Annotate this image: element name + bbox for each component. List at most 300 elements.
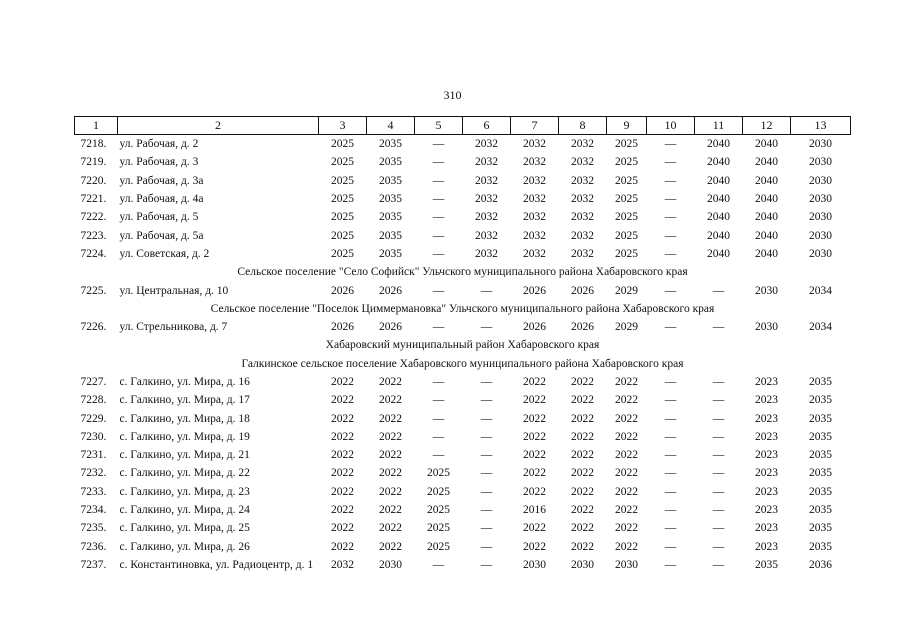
year-cell: 2030	[755, 284, 778, 297]
year-cell: 2035	[809, 376, 832, 388]
address-cell: ул. Рабочая, д. 3а	[119, 174, 204, 187]
row-number: 7235.	[80, 522, 107, 535]
table-row	[75, 519, 851, 537]
column-header: 11	[695, 117, 743, 135]
address-cell: с. Галкино, ул. Мира, д. 16	[119, 376, 250, 388]
year-cell: —	[664, 467, 677, 480]
year-cell: 2022	[331, 449, 354, 462]
row-number: 7219.	[80, 156, 107, 169]
year-cell: 2022	[615, 467, 638, 480]
year-cell: 2032	[571, 156, 594, 169]
table-row	[75, 464, 851, 482]
year-cell: —	[712, 394, 725, 407]
year-cell: 2026	[331, 321, 354, 334]
year-cell: 2022	[523, 522, 546, 535]
year-cell: 2026	[571, 321, 594, 334]
year-cell: 2032	[475, 193, 498, 206]
year-cell: 2022	[379, 485, 402, 498]
year-cell: —	[664, 522, 677, 535]
year-cell: 2040	[707, 229, 730, 242]
year-cell: 2035	[379, 138, 402, 151]
year-cell: 2023	[755, 540, 778, 553]
year-cell: 2034	[809, 284, 832, 297]
year-cell: —	[432, 449, 445, 462]
year-cell: 2022	[523, 394, 546, 407]
year-cell: 2022	[331, 522, 354, 535]
year-cell: 2022	[523, 449, 546, 462]
table-row	[75, 446, 851, 464]
year-cell: 2025	[331, 174, 354, 187]
year-cell: 2022	[571, 449, 594, 462]
year-cell: 2026	[571, 284, 594, 297]
year-cell: —	[664, 376, 677, 388]
year-cell: 2030	[571, 558, 594, 571]
year-cell: 2026	[523, 284, 546, 297]
address-cell: с. Галкино, ул. Мира, д. 17	[119, 394, 250, 407]
table-row	[75, 208, 851, 226]
column-header: 10	[647, 117, 695, 135]
address-cell: с. Галкино, ул. Мира, д. 24	[119, 504, 250, 517]
year-cell: 2040	[707, 174, 730, 187]
year-cell: 2023	[755, 522, 778, 535]
year-cell: —	[480, 540, 493, 553]
year-cell: 2022	[331, 394, 354, 407]
year-cell: 2026	[523, 321, 546, 334]
address-cell: с. Галкино, ул. Мира, д. 25	[119, 522, 250, 535]
column-header: 7	[511, 117, 559, 135]
year-cell: 2025	[615, 211, 638, 224]
year-cell: 2035	[809, 504, 832, 517]
year-cell: 2022	[615, 376, 638, 388]
year-cell: 2040	[707, 247, 730, 260]
year-cell: 2022	[379, 430, 402, 443]
year-cell: —	[664, 558, 677, 571]
year-cell: —	[664, 540, 677, 553]
year-cell: —	[480, 558, 493, 571]
year-cell: —	[432, 174, 445, 187]
year-cell: 2025	[331, 247, 354, 260]
address-cell: ул. Центральная, д. 10	[119, 284, 229, 297]
year-cell: —	[664, 321, 677, 334]
year-cell: —	[480, 430, 493, 443]
year-cell: 2023	[755, 412, 778, 425]
year-cell: 2023	[755, 467, 778, 480]
section-heading-row	[75, 300, 851, 318]
year-cell: 2023	[755, 430, 778, 443]
year-cell: —	[712, 558, 725, 571]
row-number: 7227.	[80, 376, 107, 388]
address-cell: с. Галкино, ул. Мира, д. 26	[119, 540, 250, 553]
year-cell: 2029	[615, 284, 638, 297]
table-row	[75, 135, 851, 154]
year-cell: —	[664, 156, 677, 169]
address-cell: ул. Рабочая, д. 4а	[119, 193, 204, 206]
year-cell: —	[432, 376, 445, 388]
section-heading-row	[75, 336, 851, 354]
year-cell: 2022	[379, 522, 402, 535]
year-cell: 2022	[615, 485, 638, 498]
year-cell: 2030	[809, 174, 832, 187]
data-table	[74, 116, 851, 574]
year-cell: 2022	[571, 540, 594, 553]
table-row	[75, 538, 851, 556]
year-cell: 2030	[615, 558, 638, 571]
year-cell: —	[480, 504, 493, 517]
year-cell: 2032	[571, 247, 594, 260]
year-cell: 2035	[809, 449, 832, 462]
year-cell: 2022	[331, 467, 354, 480]
year-cell: 2025	[615, 138, 638, 151]
address-cell: ул. Советская, д. 2	[119, 247, 210, 260]
table-row	[75, 281, 851, 299]
address-cell: с. Галкино, ул. Мира, д. 21	[119, 449, 250, 462]
year-cell: —	[712, 321, 725, 334]
year-cell: 2022	[571, 504, 594, 517]
year-cell: 2022	[523, 430, 546, 443]
year-cell: —	[432, 211, 445, 224]
year-cell: —	[712, 376, 725, 388]
year-cell: 2030	[523, 558, 546, 571]
year-cell: 2022	[615, 412, 638, 425]
year-cell: —	[480, 412, 493, 425]
year-cell: —	[480, 321, 493, 334]
row-number: 7236.	[80, 540, 107, 553]
table-row	[75, 501, 851, 519]
year-cell: —	[712, 540, 725, 553]
section-heading: Галкинское сельское поселение Хабаровского муниципального района Хабаровского края	[241, 357, 684, 370]
row-number: 7234.	[80, 504, 107, 517]
year-cell: 2036	[809, 558, 832, 571]
year-cell: —	[712, 485, 725, 498]
year-cell: 2034	[809, 321, 832, 334]
year-cell: 2022	[523, 485, 546, 498]
year-cell: 2040	[755, 229, 778, 242]
year-cell: 2030	[809, 193, 832, 206]
year-cell: 2022	[523, 376, 546, 388]
year-cell: 2026	[379, 321, 402, 334]
year-cell: —	[432, 156, 445, 169]
year-cell: 2022	[331, 412, 354, 425]
year-cell: 2035	[809, 485, 832, 498]
table-row	[75, 318, 851, 336]
table-row	[75, 153, 851, 171]
year-cell: 2016	[523, 504, 546, 517]
year-cell: —	[712, 449, 725, 462]
year-cell: 2022	[571, 412, 594, 425]
year-cell: 2040	[707, 193, 730, 206]
year-cell: —	[664, 138, 677, 151]
year-cell: 2022	[615, 522, 638, 535]
column-header: 8	[559, 117, 607, 135]
year-cell: —	[480, 449, 493, 462]
year-cell: 2022	[571, 467, 594, 480]
year-cell: 2022	[571, 430, 594, 443]
year-cell: 2025	[615, 193, 638, 206]
row-number: 7230.	[80, 430, 107, 443]
year-cell: 2035	[379, 193, 402, 206]
year-cell: —	[712, 504, 725, 517]
year-cell: —	[480, 284, 493, 297]
year-cell: —	[432, 247, 445, 260]
year-cell: 2022	[571, 394, 594, 407]
section-heading-row	[75, 263, 851, 281]
section-heading: Сельское поселение "Село Софийск" Ульчского муниципального района Хабаровского края	[237, 266, 688, 279]
row-number: 7223.	[80, 229, 107, 242]
year-cell: 2030	[809, 211, 832, 224]
year-cell: 2030	[809, 138, 832, 151]
year-cell: —	[664, 211, 677, 224]
year-cell: —	[480, 522, 493, 535]
year-cell: 2022	[331, 504, 354, 517]
year-cell: 2025	[331, 138, 354, 151]
year-cell: 2040	[755, 156, 778, 169]
year-cell: 2029	[615, 321, 638, 334]
row-number: 7221.	[80, 193, 107, 206]
year-cell: 2030	[755, 321, 778, 334]
year-cell: —	[664, 229, 677, 242]
address-cell: с. Галкино, ул. Мира, д. 19	[119, 430, 250, 443]
year-cell: 2022	[379, 449, 402, 462]
year-cell: 2040	[755, 138, 778, 151]
year-cell: 2022	[615, 430, 638, 443]
column-header: 3	[319, 117, 367, 135]
year-cell: 2035	[809, 394, 832, 407]
year-cell: —	[712, 412, 725, 425]
table-row	[75, 172, 851, 190]
address-cell: ул. Рабочая, д. 5а	[119, 229, 204, 242]
year-cell: 2035	[809, 412, 832, 425]
row-number: 7225.	[80, 284, 107, 297]
year-cell: —	[664, 449, 677, 462]
year-cell: 2025	[331, 211, 354, 224]
address-cell: с. Константиновка, ул. Радиоцентр, д. 1	[119, 558, 314, 571]
row-number: 7218.	[80, 138, 107, 151]
year-cell: —	[432, 193, 445, 206]
year-cell: 2032	[571, 174, 594, 187]
year-cell: 2022	[523, 540, 546, 553]
year-cell: 2023	[755, 376, 778, 388]
year-cell: —	[664, 247, 677, 260]
year-cell: —	[664, 430, 677, 443]
year-cell: —	[712, 430, 725, 443]
header-row	[75, 117, 851, 135]
year-cell: 2022	[331, 376, 354, 388]
year-cell: 2023	[755, 394, 778, 407]
year-cell: —	[664, 174, 677, 187]
year-cell: 2022	[331, 430, 354, 443]
table-body	[75, 135, 851, 575]
year-cell: 2040	[707, 211, 730, 224]
year-cell: 2040	[707, 156, 730, 169]
year-cell: 2032	[475, 174, 498, 187]
column-header: 12	[743, 117, 791, 135]
year-cell: —	[432, 229, 445, 242]
year-cell: 2022	[379, 467, 402, 480]
year-cell: 2032	[523, 138, 546, 151]
year-cell: 2022	[571, 522, 594, 535]
table-row	[75, 483, 851, 501]
table-row	[75, 226, 851, 244]
year-cell: 2032	[475, 211, 498, 224]
year-cell: 2025	[427, 504, 450, 517]
table-row	[75, 409, 851, 427]
year-cell: 2022	[571, 376, 594, 388]
year-cell: 2022	[379, 504, 402, 517]
year-cell: 2022	[523, 467, 546, 480]
column-header: 6	[463, 117, 511, 135]
year-cell: —	[712, 522, 725, 535]
year-cell: 2040	[707, 138, 730, 151]
year-cell: 2022	[615, 504, 638, 517]
table-row	[75, 190, 851, 208]
year-cell: 2025	[331, 156, 354, 169]
year-cell: —	[480, 467, 493, 480]
year-cell: 2040	[755, 211, 778, 224]
year-cell: 2022	[379, 540, 402, 553]
year-cell: 2023	[755, 449, 778, 462]
year-cell: —	[664, 193, 677, 206]
year-cell: 2040	[755, 174, 778, 187]
column-header: 1	[75, 117, 118, 135]
column-header: 4	[367, 117, 415, 135]
year-cell: 2035	[379, 174, 402, 187]
row-number: 7229.	[80, 412, 107, 425]
year-cell: 2023	[755, 485, 778, 498]
year-cell: 2025	[615, 174, 638, 187]
year-cell: 2025	[427, 467, 450, 480]
row-number: 7233.	[80, 485, 107, 498]
year-cell: 2022	[615, 449, 638, 462]
year-cell: —	[432, 430, 445, 443]
year-cell: 2032	[571, 193, 594, 206]
year-cell: 2025	[427, 522, 450, 535]
year-cell: 2035	[809, 467, 832, 480]
column-header: 5	[415, 117, 463, 135]
year-cell: 2025	[331, 229, 354, 242]
year-cell: 2025	[615, 156, 638, 169]
year-cell: 2035	[379, 229, 402, 242]
row-number: 7228.	[80, 394, 107, 407]
year-cell: 2032	[523, 229, 546, 242]
year-cell: —	[480, 394, 493, 407]
year-cell: 2032	[523, 156, 546, 169]
year-cell: —	[432, 284, 445, 297]
year-cell: 2025	[615, 247, 638, 260]
year-cell: 2025	[615, 229, 638, 242]
year-cell: 2023	[755, 504, 778, 517]
year-cell: 2035	[755, 558, 778, 571]
year-cell: 2022	[331, 540, 354, 553]
year-cell: 2022	[379, 376, 402, 388]
year-cell: 2032	[523, 247, 546, 260]
year-cell: 2032	[475, 229, 498, 242]
row-number: 7232.	[80, 467, 107, 480]
section-heading: Сельское поселение "Поселок Циммермановка" Ульчского муниципального района Хабаровского края	[210, 302, 715, 315]
page-number: 310	[443, 88, 462, 102]
column-header: 2	[118, 117, 319, 135]
address-cell: ул. Рабочая, д. 3	[119, 156, 199, 169]
year-cell: 2035	[809, 522, 832, 535]
year-cell: —	[664, 394, 677, 407]
year-cell: —	[480, 376, 493, 388]
row-number: 7226.	[80, 321, 107, 334]
row-number: 7231.	[80, 449, 107, 462]
year-cell: 2025	[427, 485, 450, 498]
year-cell: 2030	[809, 247, 832, 260]
year-cell: 2032	[331, 558, 354, 571]
row-number: 7237.	[80, 558, 107, 571]
year-cell: 2026	[331, 284, 354, 297]
table-row	[75, 245, 851, 263]
year-cell: 2035	[379, 156, 402, 169]
column-header: 9	[607, 117, 647, 135]
year-cell: —	[664, 284, 677, 297]
row-number: 7222.	[80, 211, 107, 224]
year-cell: 2032	[571, 229, 594, 242]
year-cell: 2035	[809, 540, 832, 553]
year-cell: 2030	[809, 229, 832, 242]
year-cell: 2026	[379, 284, 402, 297]
year-cell: —	[712, 284, 725, 297]
year-cell: 2022	[571, 485, 594, 498]
year-cell: —	[480, 485, 493, 498]
year-cell: 2022	[331, 485, 354, 498]
year-cell: 2035	[379, 211, 402, 224]
section-heading: Хабаровский муниципальный район Хабаровского края	[325, 339, 600, 352]
address-cell: с. Галкино, ул. Мира, д. 18	[119, 412, 250, 425]
year-cell: —	[664, 504, 677, 517]
year-cell: 2040	[755, 193, 778, 206]
year-cell: —	[432, 321, 445, 334]
table-row	[75, 428, 851, 446]
column-header: 13	[791, 117, 851, 135]
year-cell: 2032	[523, 193, 546, 206]
year-cell: 2025	[331, 193, 354, 206]
address-cell: с. Галкино, ул. Мира, д. 23	[119, 485, 250, 498]
year-cell: —	[664, 485, 677, 498]
year-cell: 2022	[615, 394, 638, 407]
section-heading-row	[75, 355, 851, 373]
year-cell: 2022	[523, 412, 546, 425]
year-cell: 2032	[475, 156, 498, 169]
year-cell: 2022	[379, 412, 402, 425]
year-cell: 2032	[475, 247, 498, 260]
year-cell: 2032	[475, 138, 498, 151]
table-row	[75, 391, 851, 409]
year-cell: 2022	[615, 540, 638, 553]
row-number: 7220.	[80, 174, 107, 187]
year-cell: 2035	[809, 430, 832, 443]
year-cell: 2030	[809, 156, 832, 169]
year-cell: 2022	[379, 394, 402, 407]
year-cell: 2032	[523, 211, 546, 224]
year-cell: —	[432, 558, 445, 571]
year-cell: —	[432, 412, 445, 425]
row-number: 7224.	[80, 247, 107, 260]
year-cell: 2032	[571, 211, 594, 224]
year-cell: —	[432, 394, 445, 407]
year-cell: —	[712, 467, 725, 480]
year-cell: —	[664, 412, 677, 425]
year-cell: 2025	[427, 540, 450, 553]
address-cell: с. Галкино, ул. Мира, д. 22	[119, 467, 250, 480]
year-cell: —	[432, 138, 445, 151]
year-cell: 2035	[379, 247, 402, 260]
year-cell: 2032	[523, 174, 546, 187]
year-cell: 2040	[755, 247, 778, 260]
year-cell: 2030	[379, 558, 402, 571]
address-cell: ул. Рабочая, д. 2	[119, 138, 199, 151]
